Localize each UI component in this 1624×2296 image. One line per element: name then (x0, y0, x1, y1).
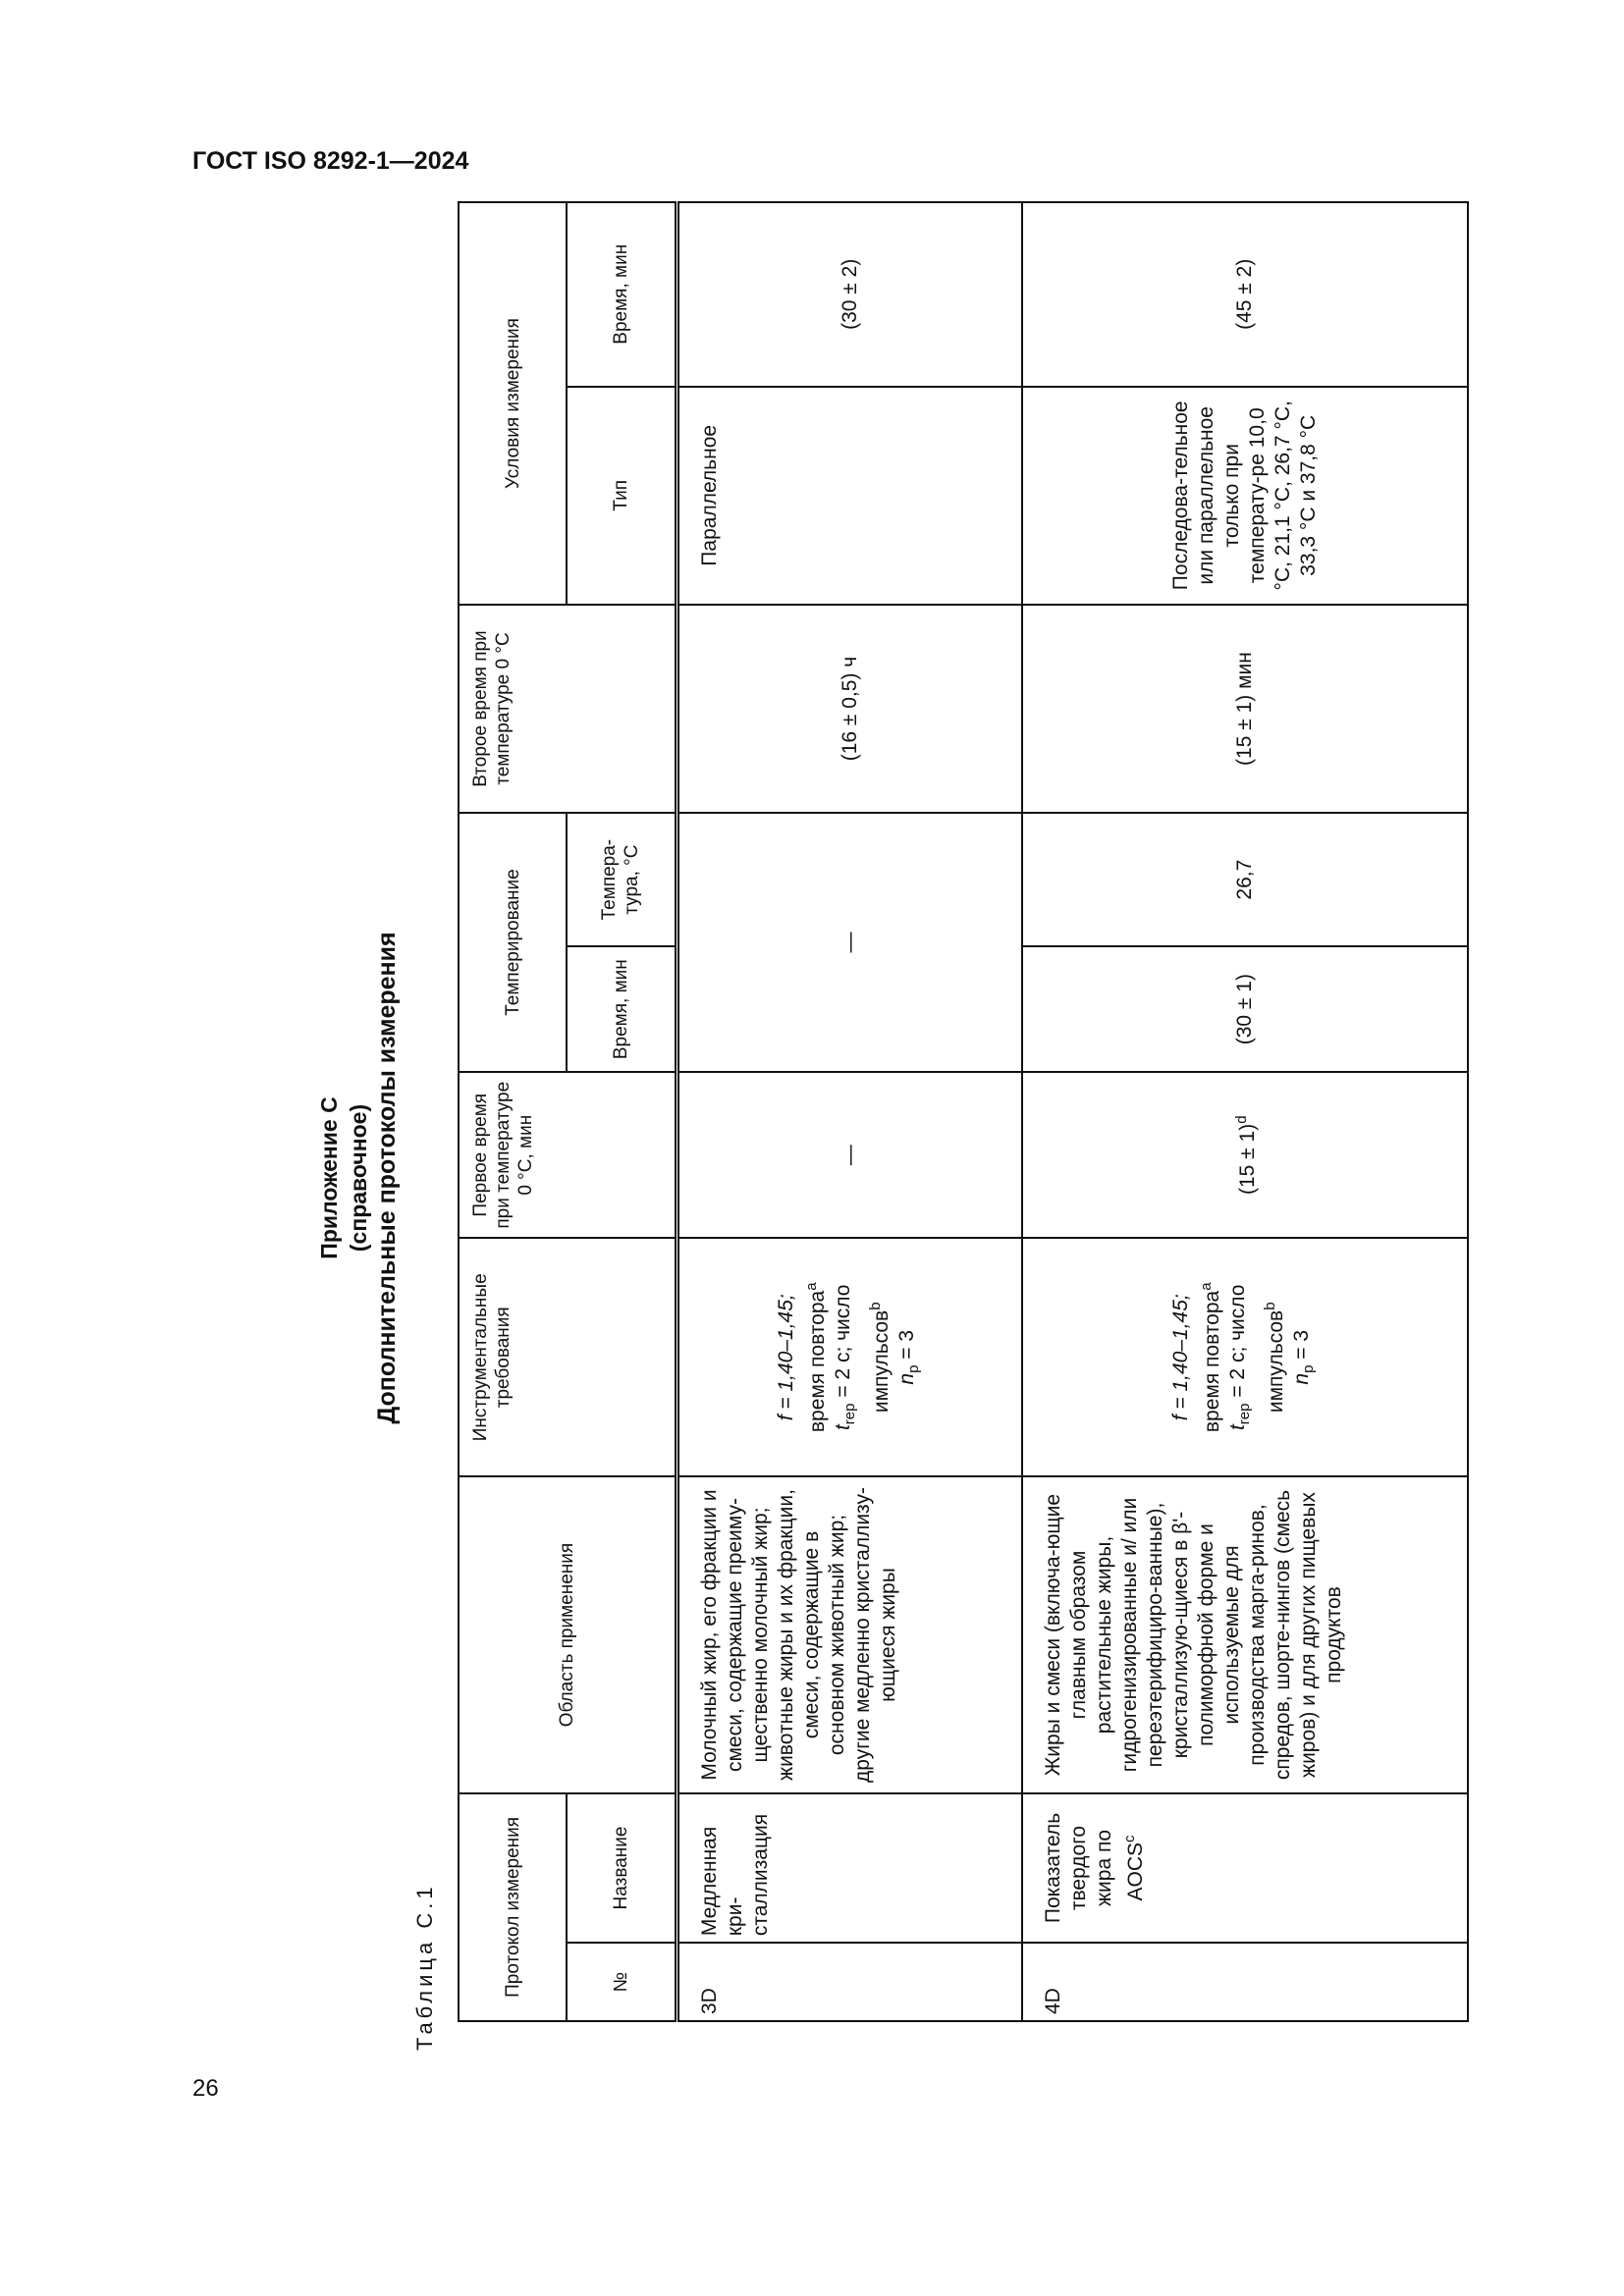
table-row (677, 202, 1022, 2021)
row-type: Параллельное (677, 387, 1022, 606)
head-first-time: Первое время при температуре 0 °С, мин (459, 1072, 677, 1238)
instr-imp: импульсов (869, 1309, 893, 1414)
row-type: Последова-тельное или параллельное только при температу-ре 10,0 °С, 21,1 °С, 26,7 °С, 33,3 °С и 37,8 °С (1022, 387, 1468, 606)
instr-f: f = 1,40–1,45; (1168, 1294, 1192, 1421)
row-name (1022, 1793, 1468, 1943)
head-temp-time: Время, мин (567, 946, 677, 1072)
instr-np: n (894, 1372, 918, 1385)
head-tempering: Темперирование (459, 813, 567, 1072)
head-conditions: Условия измерения (459, 202, 567, 605)
head-name: Название (567, 1793, 677, 1943)
instr-imp-sup: b (866, 1302, 884, 1310)
instr-np-sub: p (904, 1364, 922, 1373)
row-second-time: (16 ± 0,5) ч (677, 605, 1022, 813)
row-name: Медленная кри-сталлизация (677, 1793, 1022, 1943)
head-instr: Инструментальные требования (459, 1238, 677, 1476)
instr-rep: время повтора (1200, 1290, 1223, 1433)
rotated-page-content (314, 216, 1453, 2140)
row-temp-temp: 26,7 (1022, 813, 1468, 946)
first-time-value: (15 ± 1) (1236, 1123, 1259, 1195)
instr-t-sub: rep (840, 1403, 858, 1425)
appendix-heading: Дополнительные протоколы измерения (373, 932, 401, 1424)
row-scope: Жиры и смеси (включа-ющие главным образом растительные жиры, гидрогенизированные и/ или переэтерифициро-ванные), кристаллизую-щиеся в β'-полиморфной форме и используемые для производства марга-ринов, спредов, шорте-нингов (смесь жиров) и для других пищевых продуктов (1022, 1476, 1468, 1793)
row-temp-time: (30 ± 1) (1022, 946, 1468, 1072)
instr-np: n (1290, 1372, 1313, 1385)
row-time: (30 ± 2) (677, 202, 1022, 387)
instr-np-sub: p (1300, 1364, 1318, 1373)
instr-t: t (1225, 1424, 1249, 1431)
document-header: ГОСТ ISO 8292-1—2024 (192, 147, 469, 175)
row-instr (677, 1238, 1022, 1476)
head-type: Тип (567, 387, 677, 606)
row-name-sup: c (1121, 1835, 1138, 1842)
instr-t-sub: rep (1236, 1403, 1253, 1425)
instr-f: f = 1,40–1,45; (774, 1294, 797, 1421)
first-time-value: — (838, 1145, 861, 1166)
instr-np-rest: = 3 (1290, 1329, 1313, 1365)
row-no: 4D (1022, 1943, 1468, 2021)
instr-rep-sup: a (1197, 1282, 1215, 1291)
row-first-time (677, 1072, 1022, 1238)
instr-imp: импульсов (1265, 1309, 1287, 1414)
appendix-title (314, 216, 373, 2140)
row-first-time (1022, 1072, 1468, 1238)
instr-t: t (831, 1424, 854, 1431)
instr-t-rest: = 2 с; число (831, 1284, 854, 1404)
head-no: № (567, 1943, 677, 2021)
page-number: 26 (192, 2075, 219, 2102)
protocols-table (458, 201, 1469, 2022)
first-time-sup: d (1233, 1115, 1250, 1124)
head-protocol: Протокол измерения (459, 1793, 567, 2021)
appendix-note: (справочное) (346, 1103, 371, 1253)
row-scope: Молочный жир, его фракции и смеси, содержащие преиму-щественно молочный жир; животные жиры и их фракции, смеси, содержащие в основном животный жир; другие медленно кристаллизу-ющиеся жиры (677, 1476, 1022, 1793)
table-caption: Таблица С.1 (412, 1883, 437, 2051)
instr-rep: время повтора (805, 1290, 829, 1433)
row-name-text: Показатель твердого жира по AOCS (1042, 1812, 1147, 1924)
appendix-label: Приложение С (316, 1096, 342, 1259)
head-scope: Область применения (459, 1476, 677, 1793)
row-instr (1022, 1238, 1468, 1476)
instr-np-rest: = 3 (894, 1329, 918, 1365)
instr-rep-sup: a (802, 1282, 820, 1291)
instr-imp-sup: b (1262, 1302, 1278, 1310)
row-second-time: (15 ± 1) мин (1022, 605, 1468, 813)
table-row (1022, 202, 1468, 2021)
head-temp-temp: Темпера-тура, °С (567, 813, 677, 946)
head-time: Время, мин (567, 202, 677, 387)
row-time: (45 ± 2) (1022, 202, 1468, 387)
row-no: 3D (677, 1943, 1022, 2021)
head-second-time: Второе время при температуре 0 °С (459, 605, 677, 813)
row-tempering: — (677, 813, 1022, 1072)
instr-t-rest: = 2 с; число (1225, 1284, 1249, 1404)
